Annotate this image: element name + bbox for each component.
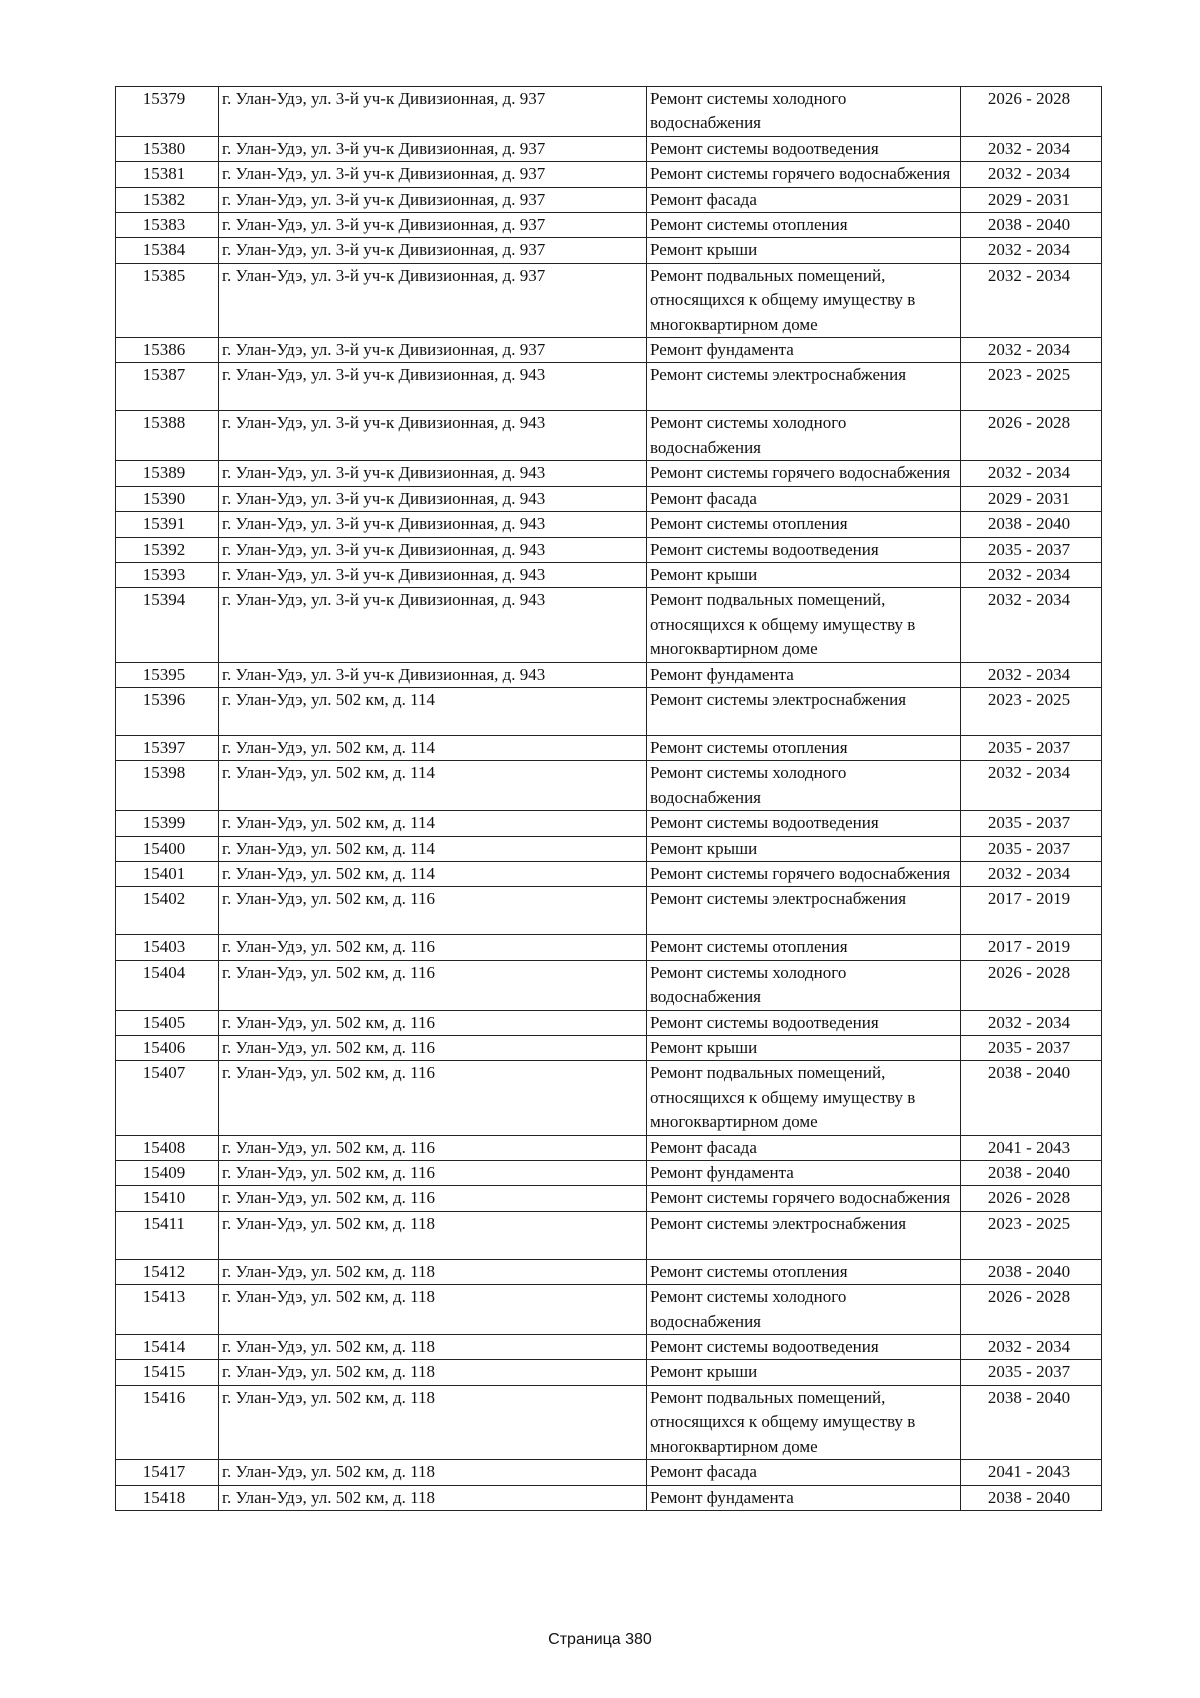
work-type-cell: Ремонт системы отопления [647,512,961,537]
work-type-cell: Ремонт фасада [647,486,961,511]
record-id-cell: 15402 [116,887,219,935]
address-cell: г. Улан-Удэ, ул. 502 км, д. 118 [219,1335,647,1360]
record-id-cell: 15404 [116,960,219,1010]
work-type-cell: Ремонт системы электроснабжения [647,1211,961,1259]
work-type-cell: Ремонт крыши [647,562,961,587]
address-cell: г. Улан-Удэ, ул. 502 км, д. 114 [219,735,647,760]
table-row [116,960,1102,1010]
table-row [116,338,1102,363]
period-cell: 2035 - 2037 [961,1036,1102,1061]
address-cell: г. Улан-Удэ, ул. 502 км, д. 116 [219,1061,647,1135]
work-type-cell: Ремонт фасада [647,187,961,212]
record-id-cell: 15411 [116,1211,219,1259]
table-row [116,887,1102,935]
record-id-cell: 15414 [116,1335,219,1360]
record-id-cell: 15409 [116,1161,219,1186]
table-row [116,935,1102,960]
work-type-cell: Ремонт подвальных помещений, относящихся к общему имуществу в многоквартирном доме [647,1061,961,1135]
record-id-cell: 15390 [116,486,219,511]
record-id-cell: 15417 [116,1460,219,1485]
table-row [116,1161,1102,1186]
address-cell: г. Улан-Удэ, ул. 502 км, д. 116 [219,887,647,935]
table-row [116,537,1102,562]
period-cell: 2038 - 2040 [961,1259,1102,1284]
table-row [116,213,1102,238]
table-row [116,687,1102,735]
period-cell: 2038 - 2040 [961,1485,1102,1510]
table-row [116,1285,1102,1335]
table-row [116,836,1102,861]
work-type-cell: Ремонт крыши [647,238,961,263]
record-id-cell: 15389 [116,461,219,486]
address-cell: г. Улан-Удэ, ул. 502 км, д. 116 [219,1135,647,1160]
table-row [116,1061,1102,1135]
record-id-cell: 15406 [116,1036,219,1061]
table-row [116,87,1102,137]
period-cell: 2032 - 2034 [961,588,1102,662]
period-cell: 2035 - 2037 [961,1360,1102,1385]
period-cell: 2035 - 2037 [961,735,1102,760]
period-cell: 2029 - 2031 [961,187,1102,212]
address-cell: г. Улан-Удэ, ул. 3-й уч-к Дивизионная, д. 937 [219,87,647,137]
record-id-cell: 15398 [116,761,219,811]
record-id-cell: 15403 [116,935,219,960]
record-id-cell: 15382 [116,187,219,212]
work-type-cell: Ремонт подвальных помещений, относящихся к общему имуществу в многоквартирном доме [647,588,961,662]
work-type-cell: Ремонт системы отопления [647,935,961,960]
address-cell: г. Улан-Удэ, ул. 3-й уч-к Дивизионная, д. 943 [219,562,647,587]
period-cell: 2038 - 2040 [961,1061,1102,1135]
period-cell: 2032 - 2034 [961,861,1102,886]
work-type-cell: Ремонт фасада [647,1135,961,1160]
address-cell: г. Улан-Удэ, ул. 502 км, д. 118 [219,1211,647,1259]
record-id-cell: 15407 [116,1061,219,1135]
work-type-cell: Ремонт системы водоотведения [647,811,961,836]
record-id-cell: 15380 [116,136,219,161]
record-id-cell: 15393 [116,562,219,587]
table-row [116,411,1102,461]
table-row [116,1036,1102,1061]
record-id-cell: 15416 [116,1385,219,1459]
record-id-cell: 15379 [116,87,219,137]
period-cell: 2041 - 2043 [961,1460,1102,1485]
period-cell: 2038 - 2040 [961,1385,1102,1459]
record-id-cell: 15386 [116,338,219,363]
address-cell: г. Улан-Удэ, ул. 502 км, д. 118 [219,1460,647,1485]
table-row [116,162,1102,187]
period-cell: 2029 - 2031 [961,486,1102,511]
period-cell: 2032 - 2034 [961,562,1102,587]
work-type-cell: Ремонт системы холодного водоснабжения [647,87,961,137]
record-id-cell: 15397 [116,735,219,760]
record-id-cell: 15388 [116,411,219,461]
period-cell: 2041 - 2043 [961,1135,1102,1160]
period-cell: 2026 - 2028 [961,960,1102,1010]
period-cell: 2038 - 2040 [961,213,1102,238]
table-body [116,87,1102,1511]
period-cell: 2023 - 2025 [961,1211,1102,1259]
work-type-cell: Ремонт системы холодного водоснабжения [647,960,961,1010]
table-row [116,662,1102,687]
work-type-cell: Ремонт фундамента [647,338,961,363]
record-id-cell: 15405 [116,1010,219,1035]
work-type-cell: Ремонт системы горячего водоснабжения [647,461,961,486]
period-cell: 2035 - 2037 [961,836,1102,861]
table-row [116,1335,1102,1360]
address-cell: г. Улан-Удэ, ул. 502 км, д. 116 [219,1010,647,1035]
work-type-cell: Ремонт системы горячего водоснабжения [647,1186,961,1211]
record-id-cell: 15399 [116,811,219,836]
period-cell: 2032 - 2034 [961,338,1102,363]
table-row [116,1211,1102,1259]
work-type-cell: Ремонт системы холодного водоснабжения [647,761,961,811]
address-cell: г. Улан-Удэ, ул. 3-й уч-к Дивизионная, д. 937 [219,213,647,238]
address-cell: г. Улан-Удэ, ул. 502 км, д. 116 [219,1161,647,1186]
work-type-cell: Ремонт системы электроснабжения [647,363,961,411]
work-type-cell: Ремонт фундамента [647,1161,961,1186]
work-type-cell: Ремонт крыши [647,1036,961,1061]
address-cell: г. Улан-Удэ, ул. 3-й уч-к Дивизионная, д. 937 [219,162,647,187]
table-row [116,1360,1102,1385]
period-cell: 2023 - 2025 [961,363,1102,411]
address-cell: г. Улан-Удэ, ул. 502 км, д. 118 [219,1285,647,1335]
record-id-cell: 15412 [116,1259,219,1284]
work-type-cell: Ремонт системы водоотведения [647,1335,961,1360]
work-type-cell: Ремонт системы водоотведения [647,537,961,562]
work-type-cell: Ремонт системы холодного водоснабжения [647,411,961,461]
work-type-cell: Ремонт системы электроснабжения [647,887,961,935]
table-row [116,1135,1102,1160]
period-cell: 2032 - 2034 [961,136,1102,161]
period-cell: 2038 - 2040 [961,1161,1102,1186]
period-cell: 2026 - 2028 [961,87,1102,137]
table-row [116,238,1102,263]
work-type-cell: Ремонт системы холодного водоснабжения [647,1285,961,1335]
table-row [116,1385,1102,1459]
address-cell: г. Улан-Удэ, ул. 3-й уч-к Дивизионная, д. 943 [219,512,647,537]
repair-schedule-table [115,86,1102,1511]
address-cell: г. Улан-Удэ, ул. 3-й уч-к Дивизионная, д. 937 [219,187,647,212]
address-cell: г. Улан-Удэ, ул. 3-й уч-к Дивизионная, д. 943 [219,411,647,461]
work-type-cell: Ремонт системы горячего водоснабжения [647,861,961,886]
work-type-cell: Ремонт системы отопления [647,735,961,760]
address-cell: г. Улан-Удэ, ул. 3-й уч-к Дивизионная, д. 937 [219,338,647,363]
period-cell: 2032 - 2034 [961,1010,1102,1035]
record-id-cell: 15384 [116,238,219,263]
address-cell: г. Улан-Удэ, ул. 502 км, д. 118 [219,1385,647,1459]
record-id-cell: 15400 [116,836,219,861]
table-row [116,735,1102,760]
table-row [116,811,1102,836]
period-cell: 2023 - 2025 [961,687,1102,735]
work-type-cell: Ремонт крыши [647,836,961,861]
record-id-cell: 15387 [116,363,219,411]
table-row [116,1259,1102,1284]
table-row [116,1460,1102,1485]
address-cell: г. Улан-Удэ, ул. 3-й уч-к Дивизионная, д. 943 [219,486,647,511]
record-id-cell: 15396 [116,687,219,735]
work-type-cell: Ремонт фундамента [647,662,961,687]
address-cell: г. Улан-Удэ, ул. 3-й уч-к Дивизионная, д. 943 [219,461,647,486]
address-cell: г. Улан-Удэ, ул. 502 км, д. 114 [219,811,647,836]
table-row [116,136,1102,161]
table-row [116,562,1102,587]
period-cell: 2035 - 2037 [961,537,1102,562]
table-row [116,1186,1102,1211]
period-cell: 2032 - 2034 [961,238,1102,263]
table-row [116,512,1102,537]
table-row [116,187,1102,212]
work-type-cell: Ремонт системы отопления [647,213,961,238]
period-cell: 2026 - 2028 [961,1285,1102,1335]
address-cell: г. Улан-Удэ, ул. 502 км, д. 118 [219,1259,647,1284]
record-id-cell: 15391 [116,512,219,537]
record-id-cell: 15381 [116,162,219,187]
table-row [116,761,1102,811]
work-type-cell: Ремонт системы отопления [647,1259,961,1284]
work-type-cell: Ремонт системы водоотведения [647,136,961,161]
address-cell: г. Улан-Удэ, ул. 3-й уч-к Дивизионная, д. 943 [219,662,647,687]
address-cell: г. Улан-Удэ, ул. 502 км, д. 116 [219,1186,647,1211]
address-cell: г. Улан-Удэ, ул. 502 км, д. 114 [219,836,647,861]
record-id-cell: 15383 [116,213,219,238]
address-cell: г. Улан-Удэ, ул. 502 км, д. 116 [219,1036,647,1061]
work-type-cell: Ремонт крыши [647,1360,961,1385]
record-id-cell: 15415 [116,1360,219,1385]
period-cell: 2032 - 2034 [961,662,1102,687]
address-cell: г. Улан-Удэ, ул. 502 км, д. 116 [219,935,647,960]
period-cell: 2032 - 2034 [961,1335,1102,1360]
period-cell: 2035 - 2037 [961,811,1102,836]
work-type-cell: Ремонт фундамента [647,1485,961,1510]
record-id-cell: 15413 [116,1285,219,1335]
table-row [116,588,1102,662]
period-cell: 2032 - 2034 [961,461,1102,486]
table-row [116,486,1102,511]
address-cell: г. Улан-Удэ, ул. 3-й уч-к Дивизионная, д. 937 [219,263,647,337]
table-row [116,861,1102,886]
address-cell: г. Улан-Удэ, ул. 3-й уч-к Дивизионная, д. 937 [219,238,647,263]
period-cell: 2032 - 2034 [961,162,1102,187]
page-number: Страница 380 [548,1631,652,1648]
period-cell: 2026 - 2028 [961,411,1102,461]
table-row [116,1010,1102,1035]
period-cell: 2038 - 2040 [961,512,1102,537]
address-cell: г. Улан-Удэ, ул. 3-й уч-к Дивизионная, д. 943 [219,363,647,411]
table-row [116,263,1102,337]
address-cell: г. Улан-Удэ, ул. 502 км, д. 114 [219,687,647,735]
work-type-cell: Ремонт подвальных помещений, относящихся к общему имуществу в многоквартирном доме [647,263,961,337]
record-id-cell: 15392 [116,537,219,562]
work-type-cell: Ремонт системы горячего водоснабжения [647,162,961,187]
address-cell: г. Улан-Удэ, ул. 502 км, д. 116 [219,960,647,1010]
address-cell: г. Улан-Удэ, ул. 502 км, д. 118 [219,1360,647,1385]
work-type-cell: Ремонт подвальных помещений, относящихся к общему имуществу в многоквартирном доме [647,1385,961,1459]
record-id-cell: 15408 [116,1135,219,1160]
address-cell: г. Улан-Удэ, ул. 502 км, д. 114 [219,761,647,811]
period-cell: 2032 - 2034 [961,761,1102,811]
address-cell: г. Улан-Удэ, ул. 3-й уч-к Дивизионная, д. 943 [219,588,647,662]
record-id-cell: 15418 [116,1485,219,1510]
period-cell: 2017 - 2019 [961,935,1102,960]
address-cell: г. Улан-Удэ, ул. 3-й уч-к Дивизионная, д. 943 [219,537,647,562]
table-row [116,1485,1102,1510]
record-id-cell: 15395 [116,662,219,687]
work-type-cell: Ремонт системы электроснабжения [647,687,961,735]
record-id-cell: 15394 [116,588,219,662]
address-cell: г. Улан-Удэ, ул. 3-й уч-к Дивизионная, д. 937 [219,136,647,161]
period-cell: 2026 - 2028 [961,1186,1102,1211]
period-cell: 2032 - 2034 [961,263,1102,337]
address-cell: г. Улан-Удэ, ул. 502 км, д. 114 [219,861,647,886]
work-type-cell: Ремонт системы водоотведения [647,1010,961,1035]
table-row [116,363,1102,411]
work-type-cell: Ремонт фасада [647,1460,961,1485]
record-id-cell: 15410 [116,1186,219,1211]
record-id-cell: 15385 [116,263,219,337]
table-row [116,461,1102,486]
address-cell: г. Улан-Удэ, ул. 502 км, д. 118 [219,1485,647,1510]
record-id-cell: 15401 [116,861,219,886]
period-cell: 2017 - 2019 [961,887,1102,935]
